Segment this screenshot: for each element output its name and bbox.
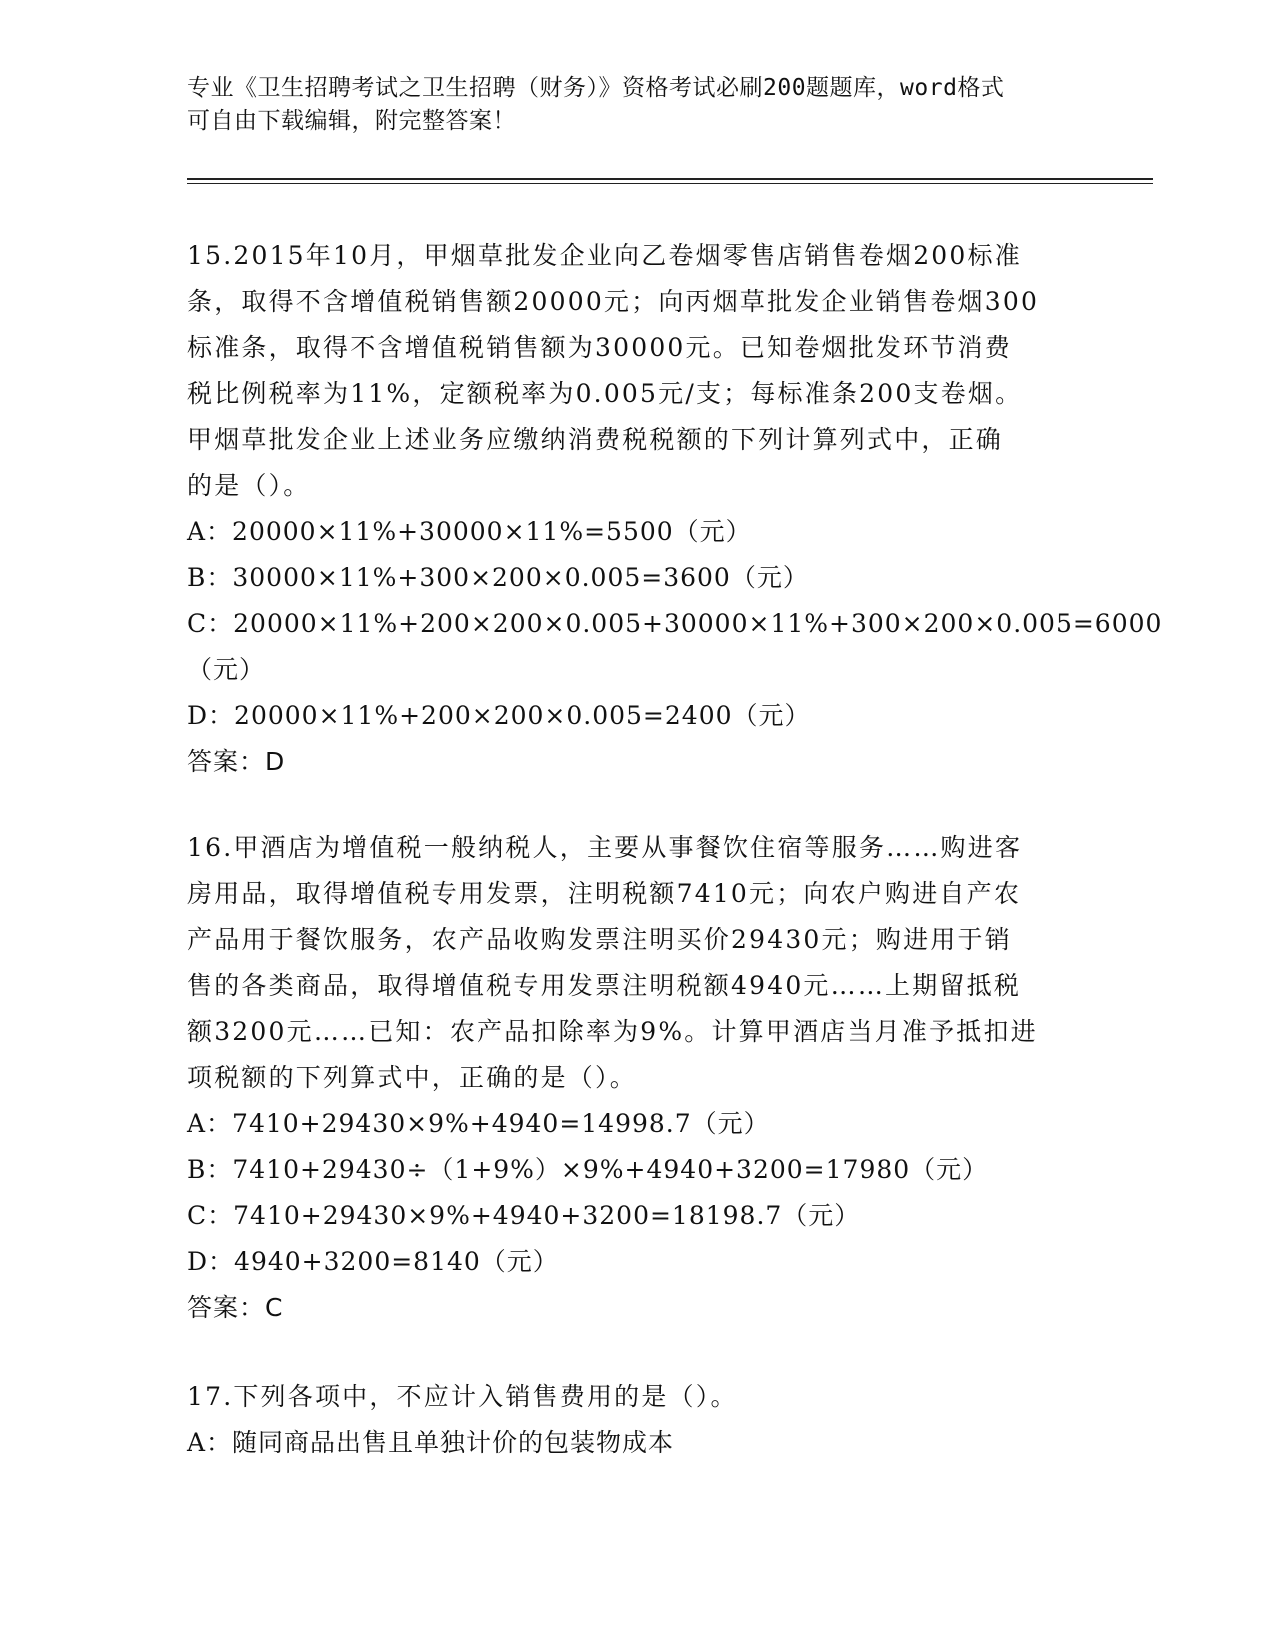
option-c: C：7410+29430×9%+4940+3200=18198.7（元） bbox=[187, 1201, 861, 1230]
question-text-line: 条，取得不含增值税销售额20000元；向丙烟草批发企业销售卷烟300 bbox=[187, 287, 1040, 316]
option-a: A：随同商品出售且单独计价的包装物成本 bbox=[187, 1428, 675, 1457]
header-line-2: 可自由下载编辑，附完整答案！ bbox=[187, 108, 516, 134]
option-b: B：7410+29430÷（1+9%）×9%+4940+3200=17980（元） bbox=[187, 1155, 989, 1184]
question-16 bbox=[187, 825, 1087, 1331]
question-text-line: 额3200元……已知：农产品扣除率为9%。计算甲酒店当月准予抵扣进 bbox=[187, 1017, 1038, 1046]
option-c: C：20000×11%+200×200×0.005+30000×11%+300×200×0.005=6000 bbox=[187, 609, 1163, 638]
question-text-line: 甲烟草批发企业上述业务应缴纳消费税税额的下列计算列式中，正确 bbox=[187, 425, 1004, 454]
question-text-line: 16.甲酒店为增值税一般纳税人，主要从事餐饮住宿等服务……购进客 bbox=[187, 833, 1023, 862]
question-15 bbox=[187, 233, 1163, 785]
option-d: D：4940+3200=8140（元） bbox=[187, 1247, 559, 1276]
header-divider-thick bbox=[187, 178, 1153, 180]
question-text-line: 售的各类商品，取得增值税专用发票注明税额4940元……上期留抵税 bbox=[187, 971, 1022, 1000]
option-a: A：20000×11%+30000×11%=5500（元） bbox=[187, 517, 752, 546]
option-c-continued: （元） bbox=[187, 655, 266, 684]
option-a: A：7410+29430×9%+4940=14998.7（元） bbox=[187, 1109, 770, 1138]
question-text-line: 标准条，取得不含增值税销售额为30000元。已知卷烟批发环节消费 bbox=[187, 333, 1012, 362]
header-divider-thin bbox=[187, 183, 1153, 184]
question-17 bbox=[187, 1374, 1087, 1466]
option-d: D：20000×11%+200×200×0.005=2400（元） bbox=[187, 701, 811, 730]
question-text-line: 房用品，取得增值税专用发票，注明税额7410元；向农户购进自产农 bbox=[187, 879, 1022, 908]
option-b: B：30000×11%+300×200×0.005=3600（元） bbox=[187, 563, 809, 592]
question-text-line: 17.下列各项中，不应计入销售费用的是（）。 bbox=[187, 1382, 738, 1411]
document-header bbox=[187, 72, 1087, 138]
answer-label: 答案：C bbox=[187, 1293, 284, 1322]
answer-label: 答案：D bbox=[187, 747, 286, 776]
question-text-line: 项税额的下列算式中，正确的是（）。 bbox=[187, 1063, 637, 1092]
question-text-line: 税比例税率为11%，定额税率为0.005元/支；每标准条200支卷烟。 bbox=[187, 379, 1023, 408]
question-text-line: 产品用于餐饮服务，农产品收购发票注明买价29430元；购进用于销 bbox=[187, 925, 1012, 954]
question-text-line: 的是（）。 bbox=[187, 471, 311, 500]
header-line-1: 专业《卫生招聘考试之卫生招聘（财务）》资格考试必刷200题题库，word格式 bbox=[187, 75, 1005, 101]
question-text-line: 15.2015年10月，甲烟草批发企业向乙卷烟零售店销售卷烟200标准 bbox=[187, 241, 1022, 270]
